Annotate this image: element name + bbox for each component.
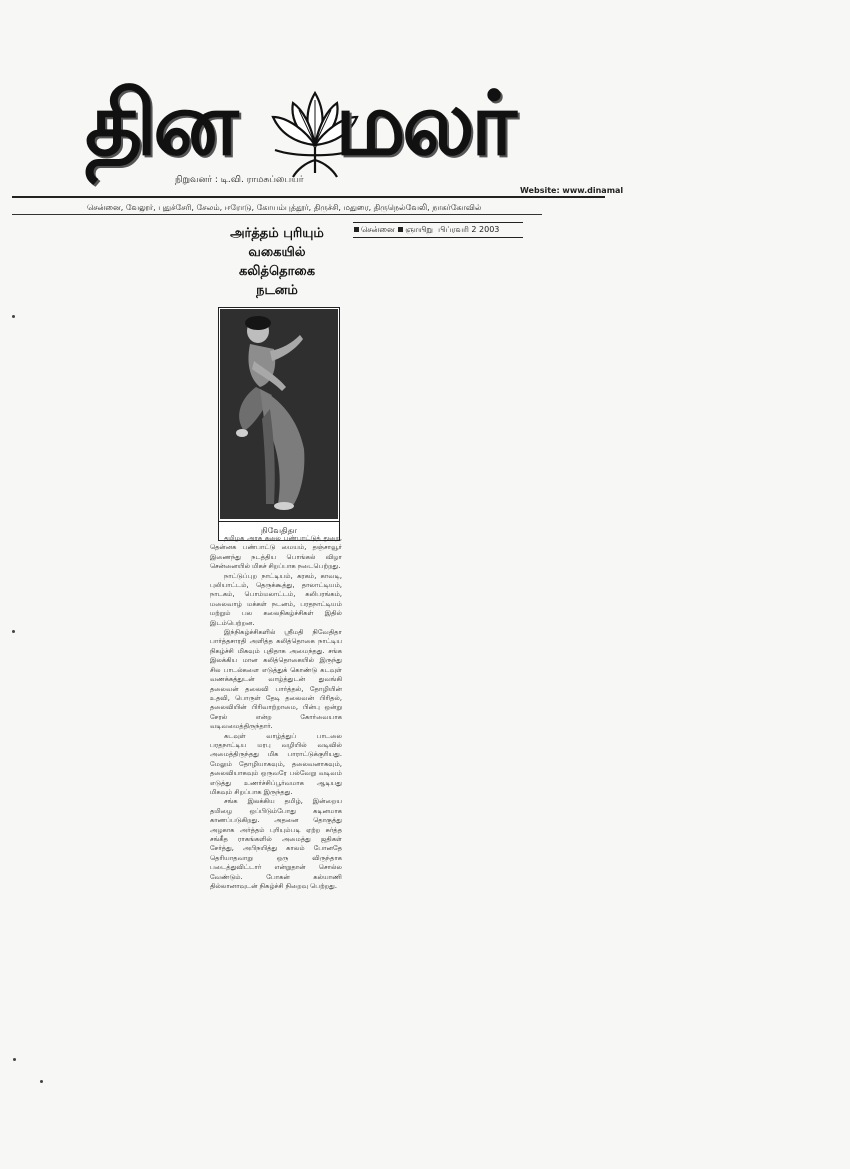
article-paragraph: நாட்டுப்புற நாட்டியம், கரகம், காவடி, புலியாட்டம், தெருக்கூத்து, தாலாட்டியம், நாடகம், பொம்மலாட்டம், கலிபரங்கம், மலைவாழ் மக்கள் நடனம், பரதநாட்டியம் மற்றும் பல கலைநிகழ்ச்சிகள் இதில் இடம்பெற்றன. [210,571,342,627]
dateline-date: பிப்ரவரி 2 2003 [438,225,500,234]
dancer-photo [220,309,338,519]
scan-speck [12,315,15,318]
dateline-city: சென்னை [361,225,395,234]
masthead-rule [12,196,605,198]
headline-line-2: வகையில் [248,245,306,260]
masthead-right-word: மலர் [335,72,513,175]
headline-line-4: நடனம் [256,283,298,298]
bullet-square-icon [354,227,359,232]
article-paragraph: கடவுள் வாழ்த்துப் பாடலை பரதநாட்டிய மரபு வழியில் வடிவில் அமைத்திருந்தது மிக பாராட்டுக்குரியது. மேலும் தோழியாகவும், தலைவனாகவும், தலைவியாகவும் ஒருவரே பல்வேறு வடிவம் எடுத்து உணர்ச்சிப்பூர்வமாக ஆடியது மிகவும் சிறப்பாக இருந்தது. [210,731,342,796]
bullet-square-icon [398,227,403,232]
headline-line-3: கலித்தொகை [238,264,316,279]
scan-speck [13,1058,16,1061]
photo-caption: நிவேதிதா [219,521,339,540]
masthead [85,72,525,190]
scan-speck [40,1080,43,1083]
masthead-subtitle: நிறுவனர் : டி.வி. ராமசுப்பையர் [175,175,304,185]
dancer-photo-frame [218,307,340,541]
article-headline [208,224,346,300]
cities-rule [12,214,542,215]
edition-cities: சென்னை, வேலூர், புதுச்சேரி, சேலம், ஈரோடு, கோயம்புத்தூர், திருச்சி, மதுரை, திருநெல்வேலி, நாகர்கோவில் [87,203,482,212]
scan-speck [12,630,15,633]
masthead-website: Website: www.dinamal [520,186,624,195]
article-body [210,534,342,891]
headline-line-1: அர்த்தம் புரியும் [230,226,324,241]
article-paragraph: சங்க இலக்கிய தமிழ், இன்றைய தமிழை ஒப்பிடும்போது கடினமாக காணப்படுகிறது. அதனை தொகுத்து அழகாக அர்த்தம் புரியும்படி ஏற்ற சுர்த்த சங்கீத ராகங்களில் அமைத்து ஜதிகள் சேர்த்து, அபிநயித்து காலம் போனதே தெரியாதவாறு ஒரு விருந்தாக படைத்துவிட்டார் என்றுதான் சொல்ல வேண்டும். போகன் கல்யாணி தில்லானாவுடன் நிகழ்ச்சி நிறைவு பெற்றது. [210,797,342,891]
masthead-left-word: தின [85,72,235,175]
article-paragraph: தமிழக அரசு கலை பண்பாட்டுத் துறை, தென்னக பண்பாட்டு மையம், தஞ்சாவூர் இணைந்து நடத்திய பொங்கல் விழா சென்னையில் மிகச் சிறப்பாக நடைபெற்றது. [210,534,342,571]
dateline-day: ஞாயிறு [405,225,433,234]
dateline [353,222,523,238]
article-paragraph: இந்நிகழ்ச்சிகளில் ஸ்ரீமதி நிவேதிதா பார்த்தசாரதி அளித்த கலித்தொகை நாட்டிய நிகழ்ச்சி மிகவும் புதிதாக அமைந்தது. சங்க இலக்கிய மான கலித்தொகையில் இருந்து சில பாடல்களை எடுத்துக் கொண்டு கடவுள் வணக்கத்துடன் வாழ்த்துடன் துவங்கி தலைவன் தலைவி பார்த்தல், தோழியின் உதவி, பொருள் தேடி தலைவன் பிரிதல், தலைவியின் பிரிவாற்றாமை, பின்பு ஒன்று சேரல் என்ற கோர்வையாக வடிவமைத்திருந்தார். [210,628,342,731]
article [208,222,346,891]
